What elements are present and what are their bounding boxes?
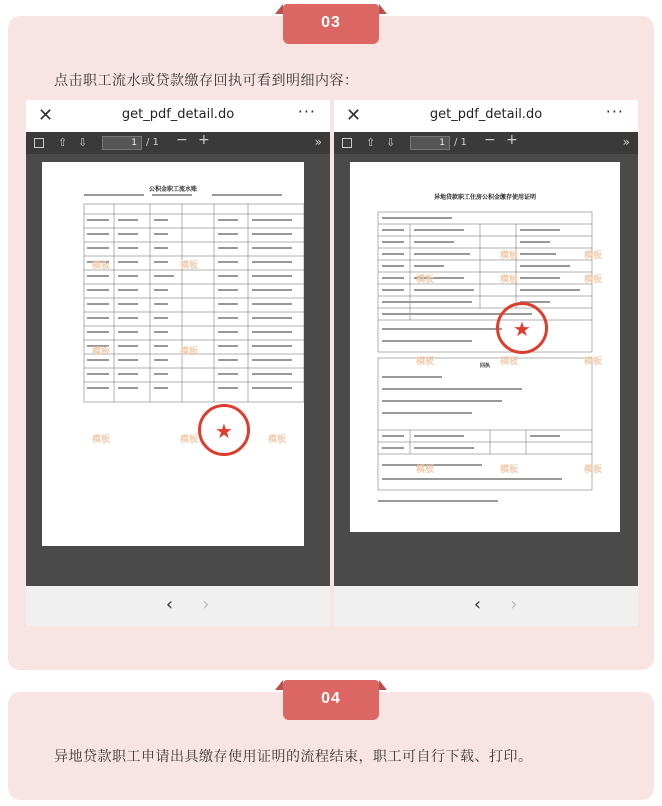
pdf-toolbar [334, 132, 638, 154]
watermark: 模板 [584, 275, 603, 285]
zoom-in-icon[interactable]: + [198, 132, 210, 148]
page-total: / 1 [146, 137, 159, 148]
watermark: 模板 [584, 357, 603, 367]
browser-nav-bar [26, 586, 330, 626]
official-seal: ★ [496, 302, 548, 354]
flow-table [42, 162, 304, 546]
certificate-form [350, 162, 620, 532]
sidebar-toggle-icon[interactable] [34, 138, 44, 148]
step-number: 04 [321, 690, 341, 707]
zoom-in-icon[interactable]: + [506, 132, 518, 148]
page-down-icon[interactable]: ⇩ [386, 136, 396, 149]
tools-expand-icon[interactable]: » [622, 135, 630, 149]
watermark: 模板 [500, 357, 519, 367]
watermark: 模板 [584, 251, 603, 261]
forward-icon[interactable]: › [510, 594, 518, 615]
page-up-icon[interactable]: ⇧ [58, 136, 68, 149]
sidebar-toggle-icon[interactable] [342, 138, 352, 148]
watermark: 模板 [416, 275, 435, 285]
official-seal: ★ [198, 404, 250, 456]
close-icon[interactable]: ✕ [38, 105, 54, 126]
watermark: 模板 [92, 347, 111, 357]
more-icon[interactable]: ··· [297, 102, 316, 121]
back-icon[interactable]: ‹ [165, 594, 174, 615]
forward-icon[interactable]: › [202, 594, 210, 615]
back-icon[interactable]: ‹ [473, 594, 482, 615]
zoom-out-icon[interactable]: − [484, 132, 496, 148]
page-down-icon[interactable]: ⇩ [78, 136, 88, 149]
pdf-toolbar [26, 132, 330, 154]
document-title: 异地贷款职工住房公积金缴存使用证明 [433, 194, 536, 201]
step-04-card [8, 692, 654, 800]
watermark: 模板 [180, 435, 199, 445]
page-number-input[interactable]: 1 [410, 136, 450, 150]
page-title: get_pdf_detail.do [429, 107, 543, 122]
watermark: 模板 [92, 435, 111, 445]
receipt-title: 回执 [479, 363, 490, 369]
watermark: 模板 [180, 347, 199, 357]
pdf-page [350, 162, 620, 532]
tools-expand-icon[interactable]: » [314, 135, 322, 149]
pdf-viewer [334, 154, 638, 586]
step-number: 03 [321, 14, 341, 31]
watermark: 模板 [500, 251, 519, 261]
screenshot-usage-certificate [334, 100, 638, 626]
watermark: 模板 [416, 465, 435, 475]
page-title: get_pdf_detail.do [121, 107, 235, 122]
watermark: 模板 [180, 261, 199, 271]
step-03-description: 点击职工流水或贷款缴存回执可看到明细内容： [54, 73, 359, 89]
watermark: 模板 [500, 465, 519, 475]
page-number-input[interactable]: 1 [102, 136, 142, 150]
close-icon[interactable]: ✕ [346, 105, 362, 126]
screenshot-flow-record [26, 100, 330, 626]
watermark: 模板 [92, 261, 111, 271]
step-03-badge [283, 4, 379, 44]
pdf-page [42, 162, 304, 546]
watermark: 模板 [416, 357, 435, 367]
more-icon[interactable]: ··· [605, 102, 624, 121]
page-total: / 1 [454, 137, 467, 148]
watermark: 模板 [500, 275, 519, 285]
step-03-card [8, 16, 654, 670]
page-up-icon[interactable]: ⇧ [366, 136, 376, 149]
step-04-badge [283, 680, 379, 720]
document-title: 公积金职工流水账 [148, 186, 197, 193]
browser-header [26, 100, 330, 132]
browser-header [334, 100, 638, 132]
step-04-description: 异地贷款职工申请出具缴存使用证明的流程结束，职工可自行下载、打印。 [54, 749, 533, 765]
pdf-viewer [26, 154, 330, 586]
watermark: 模板 [584, 465, 603, 475]
zoom-out-icon[interactable]: − [176, 132, 188, 148]
browser-nav-bar [334, 586, 638, 626]
watermark: 模板 [268, 435, 287, 445]
